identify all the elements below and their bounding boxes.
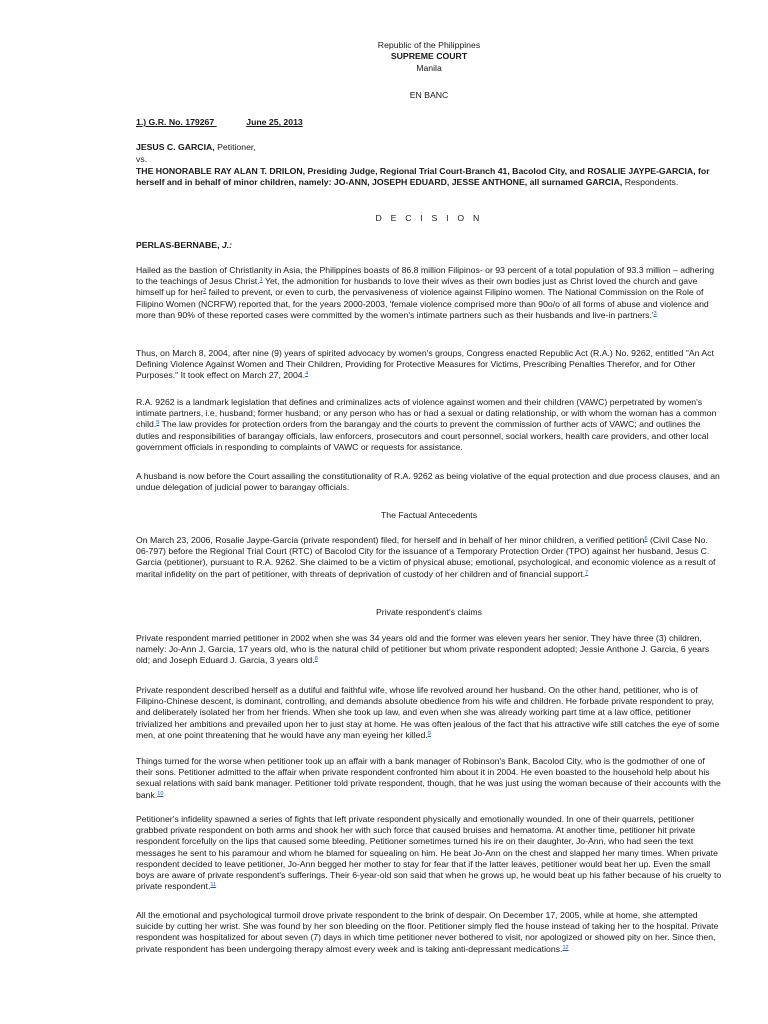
ponente-line (136, 240, 722, 251)
paragraph-3: R.A. 9262 is a landmark legislation that defines and criminalizes acts of violence against women and their children (VAWC) perpetrated by women's intimate partners, i.e, husband; former husband; or any person who has or had a sexual or dating relationship, or with whom the woman has a common child.$^5$ The law provides for protection orders from the barangay and the courts to prevent the commission of further acts of VAWC; and outlines the duties and responsibilities of barangay officials, law enforcers, prosecutors and court personnel, social workers, health care providers, and other local government officials in responding to complaints of VAWC or requests for assistance. (136, 397, 717, 452)
respondents-names: THE HONORABLE RAY ALAN T. DRILON, Presiding Judge, Regional Trial Court-Branch 41, Bacolod City, and ROSALIE JAYPE-GARCIA, for herself and in behalf of minor children, namely: JO-ANN, JOSEPH EDUARD, JESSE ANTHONE, all surnamed GARCIA, (136, 166, 710, 188)
paragraph-9: Petitioner's infidelity spawned a series of fights that left private respondent physically and emotionally wounded. In one of their quarrels, petitioner grabbed private respondent on both arms and shook her with such force that caused bruises and hematoma. At another time, petitioner hit private respondent forcefully on the lips that caused some bleeding. Petitioner sometimes turned his ire on their daughter, Jo-Ann, who had seen the text messages he sent to his paramour and whom he blamed for squealing on him. He beat Jo-Ann on the chest and slapped her many times. When private respondent decided to leave petitioner, Jo-Ann begged her mother to stay for fear that if the latter leaves, petitioner would beat her up. Even the small boys are aware of private respondent's sufferings. Their 6-year-old son said that when he grows up, he would beat up his father because of his cruelty to private respondent.$^{11}$ (136, 814, 722, 892)
footnote-link[interactable]: 8 (314, 656, 318, 663)
ponente-title: J.: (219, 240, 233, 250)
versus-label: vs. (136, 154, 148, 164)
paragraph-7: Private respondent described herself as a dutiful and faithful wife, whose life revolved around her husband. On the other hand, petitioner, who is of Filipino-Chinese descent, is dominant, controlling, and demands absolute obedience from his wife and children. He forbade private respondent to pray, and deliberately isolated her from her friends. When she took up law, and even when she was already working part time at a law office, petitioner trivialized her ambitions and prevailed upon her to just stay at home. He was often jealous of the fact that his attractive wife still catches the eye of some men, at one point threatening that he would have any man eyeing her killed.$^9$ (136, 685, 720, 740)
paragraph-2: Thus, on March 8, 2004, after nine (9) years of spirited advocacy by women's groups, Congress enacted Republic Act (R.A.) No. 9262, entitled "An Act Defining Violence Against Women and Their Children, Providing for Protective Measures for Victims, Prescribing Penalties Therefor, and for Other Purposes." It took effect on March 27, 2004.$^4$ (136, 348, 714, 381)
paragraph-4: A husband is now before the Court assailing the constitutionality of R.A. 9262 as being violative of the equal protection and due process clauses, and an undue delegation of judicial power to barangay officials. (136, 471, 720, 493)
footnote-link[interactable]: 4 (305, 371, 309, 378)
footnote-link[interactable]: 7 (585, 569, 589, 576)
petitioner-line (136, 142, 722, 153)
paragraph-6: Private respondent married petitioner in 2002 when she was 34 years old and the former was eleven years her senior. They have three (3) children, namely: Jo-Ann J. Garcia, 17 years old, who is the natural child of petitioner but whom private respondent adopted; Jessie Anthone J. Garcia, 6 years old; and Joseph Eduard J. Garcia, 3 years old.$^8$ (136, 633, 710, 666)
respondents-role: Respondents. (622, 177, 679, 188)
paragraph-5: On March 23, 2006, Rosalie Jaype-Garcia (private respondent) filed, for herself and in behalf of her minor children, a verified petition$^6$ (Civil Case No. 06-797) before the Regional Trial Court (RTC) of Bacolod City for the issuance of a Temporary Protection Order (TPO) against her husband, Jesus C. Garcia (petitioner), pursuant to R.A. 9262. She claimed to be a victim of physical abuse; emotional, psychological, and economic violence as a result of marital infidelity on the part of petitioner, with threats of deprivation of custody of her children and of financial support.$^7$ (136, 535, 716, 579)
paragraph-8: Things turned for the worse when petitioner took up an affair with a bank manager of Robinson's Bank, Bacolod City, who is the godmother of one of their sons. Petitioner admitted to the affair when private respondent confronted him about it in 2004. He even boasted to the household help about his sexual relations with said bank manager. Petitioner told private respondent, though, that he was just using the woman because of their accounts with the bank.$^{10}$ (136, 756, 721, 800)
court-heading: SUPREME COURT (390, 51, 468, 61)
petitioner-role: Petitioner, (214, 142, 256, 152)
footnote-link[interactable]: 3 (653, 310, 657, 317)
ponente-name: PERLAS-BERNABE, (136, 240, 220, 250)
footnote-link[interactable]: 2 (203, 288, 207, 295)
footnote-link[interactable]: 1 (259, 277, 263, 284)
footnote-link[interactable]: 5 (156, 420, 160, 427)
footnote-link[interactable]: 11 (210, 882, 217, 889)
en-banc-heading: EN BANC (409, 90, 449, 100)
footnote-link[interactable]: 9 (427, 730, 431, 737)
footnote-link[interactable]: 12 (562, 944, 569, 951)
paragraph-1: Hailed as the bastion of Christianity in Asia, the Philippines boasts of 86.8 million Filipinos- or 93 percent of a total population of 93.3 million – adhering to the teachings of Jesus Christ.$^1$ Yet, the admonition for husbands to love their wives as their own bodies just as Christ loved the church and gave himself up for her$^2$ failed to prevent, or even to curb, the pervasiveness of violence against Filipino women. The National Commission on the Role of Filipino Women (NCRFW) reported that, for the years 2000-2003, 'female violence comprised more than 90o/o of all forms of abuse and violence and more than 90% of these reported cases were committed by the women's intimate partners such as their husbands and live-in $partners.'^3$ (136, 265, 715, 320)
case-date: June 25, 2013 (246, 117, 303, 127)
respondents-block (136, 166, 722, 188)
paragraph-10: All the emotional and psychological turmoil drove private respondent to the brink of despair. On December 17, 2005, while at home, she attempted suicide by cutting her wrist. She was found by her son bleeding on the floor. Petitioner simply fled the house instead of taking her to the hospital. Private respondent was hospitalized for about seven (7) days in which time petitioner never bothered to visit, nor apologized or showed pity on her. Since then, private respondent has been undergoing therapy almost every week and is taking anti-depressant medications.$^{12}$ (136, 910, 719, 954)
footnote-link[interactable]: 10 (157, 790, 164, 797)
gr-number: 1.) G.R. No. 179267 (136, 117, 215, 127)
private-respondent-claims-heading: Private respondent's claims (376, 607, 482, 617)
republic-heading: Republic of the Philippines (377, 40, 481, 50)
factual-antecedents-heading: The Factual Antecedents (380, 510, 478, 520)
city-heading: Manila (416, 63, 442, 73)
footnote-link[interactable]: 6 (644, 536, 648, 542)
case-number-line (136, 117, 722, 128)
petitioner-name: JESUS C. GARCIA, (136, 142, 215, 152)
decision-title: D E C I S I O N (375, 213, 483, 223)
